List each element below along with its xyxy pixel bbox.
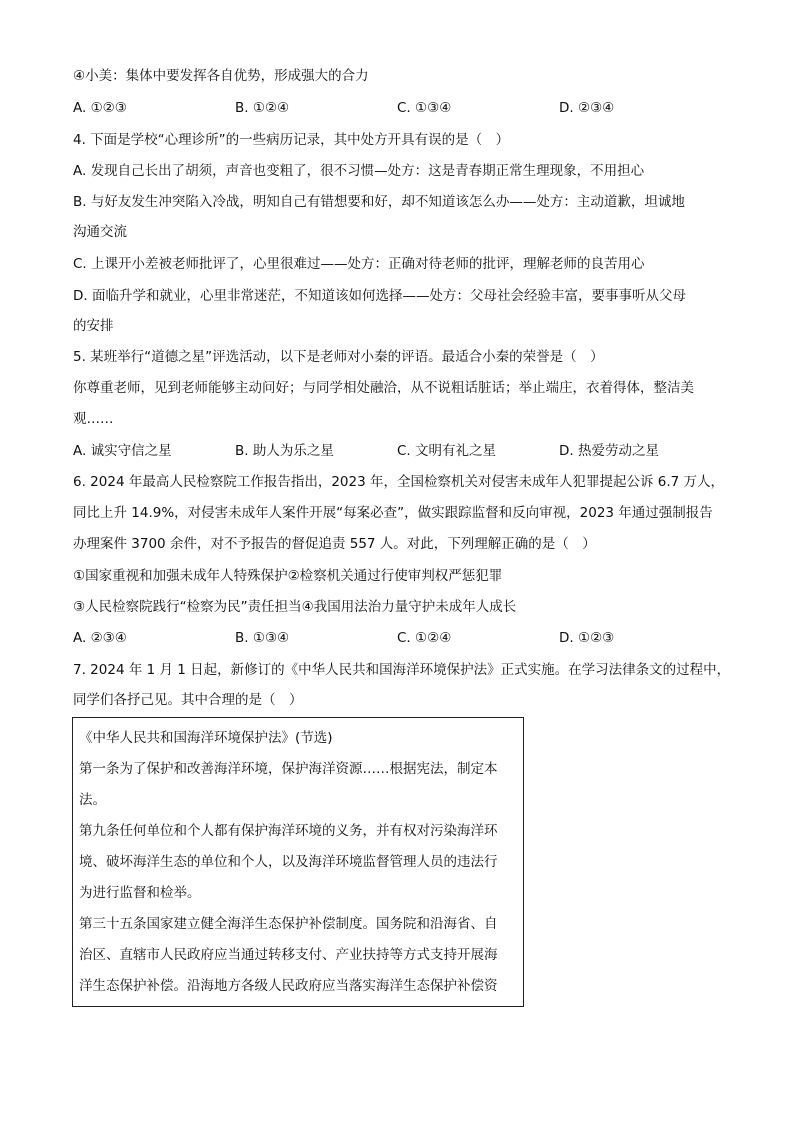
q4-option-c: C. 上课开小差被老师批评了，心里很难过——处方：正确对待老师的批评，理解老师的良苦用心: [73, 256, 645, 272]
q7-stem-cont: 同学们各抒己见。其中合理的是（ ）: [73, 692, 303, 708]
q5-option-d: D. 热爱劳动之星: [559, 443, 659, 459]
law-article-35-cont-2: 洋生态保护补偿。沿海地方各级人民政府应当落实海洋生态保护补偿资: [79, 978, 498, 994]
q4-option-b: B. 与好友发生冲突陷入冷战，明知自己有错想要和好，却不知道该怎么办——处方：主动道歉，坦诚地: [73, 194, 685, 210]
q3-option-c: C. ①③④: [397, 100, 452, 116]
q5-stem: 5. 某班举行“道德之星”评选活动，以下是老师对小秦的评语。最适合小秦的荣誉是（ ）: [73, 349, 604, 365]
q4-stem: 4. 下面是学校“心理诊所”的一些病历记录，其中处方开具有误的是（ ）: [73, 132, 510, 148]
law-article-9-cont-2: 为进行监督和检举。: [79, 885, 201, 901]
law-article-9: 第九条任何单位和个人都有保护海洋环境的义务，并有权对污染海洋环: [79, 823, 498, 839]
q6-option-a: A. ②③④: [73, 630, 127, 646]
q6-stem-cont-1: 同比上升 14.9%，对侵害未成年人案件开展“每案必查”，做实跟踪监督和反向审视，2023 年通过强制报告: [73, 505, 713, 521]
q4-option-d-cont: 的安排: [73, 318, 114, 334]
q6-option-b: B. ①③④: [235, 630, 290, 646]
law-article-9-cont-1: 境、破坏海洋生态的单位和个人，以及海洋环境监督管理人员的违法行: [79, 854, 498, 870]
q4-option-d: D. 面临升学和就业，心里非常迷茫，不知道该如何选择——处方：父母社会经验丰富，要事事听从父母: [73, 288, 686, 304]
law-article-35: 第三十五条国家建立健全海洋生态保护补偿制度。国务院和沿海省、自: [79, 916, 498, 932]
q7-stem: 7. 2024 年 1 月 1 日起，新修订的《中华人民共和国海洋环境保护法》正式实施。在学习法律条文的过程中，: [73, 662, 731, 678]
q6-items-1: ①国家重视和加强未成年人特殊保护②检察机关通过行使审判权严惩犯罪: [73, 568, 503, 584]
q3-option-b: B. ①②④: [235, 100, 290, 116]
q5-option-b: B. 助人为乐之星: [235, 443, 334, 459]
q4-option-a: A. 发现自己长出了胡须，声音也变粗了，很不习惯—处方：这是青春期正常生理现象，不用担心: [73, 163, 645, 179]
q3-option-a: A. ①②③: [73, 100, 127, 116]
q6-items-2: ③人民检察院践行“检察为民”责任担当④我国用法治力量守护未成年人成长: [73, 599, 517, 615]
law-article-35-cont-1: 治区、直辖市人民政府应当通过转移支付、产业扶持等方式支持开展海: [79, 947, 498, 963]
q5-comment-cont: 观……: [73, 411, 114, 427]
q6-option-d: D. ①②③: [559, 630, 615, 646]
q6-options: [73, 628, 723, 648]
q5-option-a: A. 诚实守信之星: [73, 443, 172, 459]
q3-options: [73, 98, 723, 118]
q5-comment: 你尊重老师，见到老师能够主动问好；与同学相处融洽，从不说粗话脏话；举止端庄，衣着得体，整洁美: [73, 380, 694, 396]
q3-item-4: ④小美：集体中要发挥各自优势，形成强大的合力: [73, 68, 369, 84]
q6-stem-cont-2: 办理案件 3700 余件，对不予报告的督促追责 557 人。对此，下列理解正确的是（ ）: [73, 536, 596, 552]
law-article-1-cont: 法。: [79, 792, 106, 808]
law-excerpt-title: 《中华人民共和国海洋环境保护法》(节选): [79, 730, 333, 746]
law-article-1: 第一条为了保护和改善海洋环境，保护海洋资源……根据宪法，制定本: [79, 761, 498, 777]
q4-option-b-cont: 沟通交流: [73, 224, 127, 240]
q6-option-c: C. ①②④: [397, 630, 452, 646]
q5-options: [73, 441, 723, 461]
q3-option-d: D. ②③④: [559, 100, 615, 116]
q5-option-c: C. 文明有礼之星: [397, 443, 497, 459]
q6-stem: 6. 2024 年最高人民检察院工作报告指出，2023 年，全国检察机关对侵害未成年人犯罪提起公诉 6.7 万人，: [73, 474, 725, 490]
